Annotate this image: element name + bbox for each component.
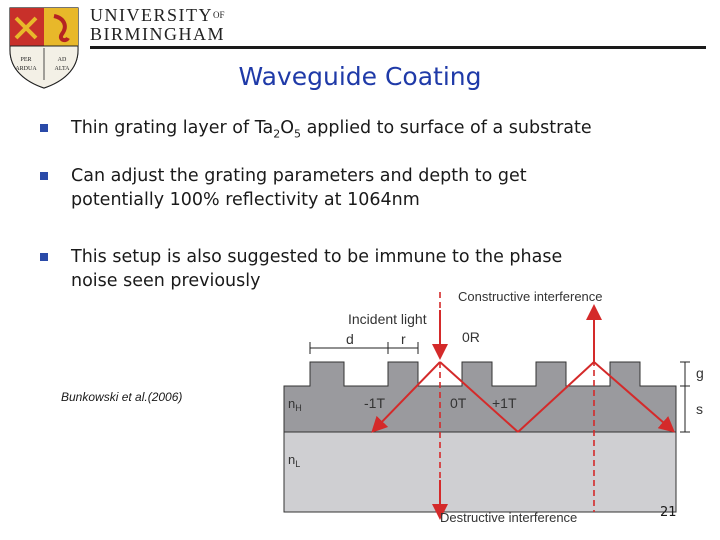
crest-text-ardua: ARDUA [15,66,37,72]
bullet-1-part-b: applied to surface of a substrate [301,118,592,138]
bullet-3-line-1: This setup is also suggested to be immune to the phase [71,247,563,267]
bullet-2 [40,164,690,212]
bullet-1-part-o: O [280,118,295,138]
bullet-1-sub-5: 5 [294,127,302,141]
crest-text-alta: ALTA [54,66,70,72]
destructive-label: Destructive interference [440,510,578,525]
bullet-3-line-2: noise seen previously [71,271,261,291]
bullet-1-text [71,116,690,147]
nl-label: $n_L$ [288,452,301,469]
university-of: OF [213,10,225,20]
crest-text-per: PER [20,57,32,63]
r-label: r [401,331,406,347]
bullet-marker-icon [40,124,48,132]
plus-one-t-label: +1T [492,395,517,411]
incident-label: Incident light [348,311,427,327]
zero-t-label: 0T [450,395,467,411]
university-line1: UNIVERSITY [90,5,213,25]
slide-title-text: Waveguide Coating [238,62,482,91]
bullet-1-sub-2: 2 [273,127,281,141]
s-label: s [696,401,703,417]
header-rule [90,46,706,49]
bullet-1-part-a: Thin grating layer of Ta [71,118,274,138]
waveguide-grating-diagram [278,280,718,536]
slide-title [0,62,720,91]
university-name [90,6,225,44]
university-line2: BIRMINGHAM [90,24,226,44]
d-label: d [346,331,354,347]
bullet-1 [40,116,690,147]
substrate-layer [284,432,676,512]
bullet-marker-icon [40,253,48,261]
zero-r-label: 0R [462,329,480,345]
minus-one-t-label: -1T [364,395,385,411]
crest-text-ad: AD [57,57,67,63]
nh-label: $n_H$ [288,396,302,413]
constructive-label: Constructive interference [458,289,603,304]
page-number: 21 [660,505,677,520]
bullet-marker-icon [40,172,48,180]
bullet-2-line-2: potentially 100% reflectivity at 1064nm [71,190,420,210]
g-label: g [696,365,704,381]
citation: Bunkowski et al.(2006) [61,390,183,404]
bullet-2-line-1: Can adjust the grating parameters and depth to get [71,166,527,186]
